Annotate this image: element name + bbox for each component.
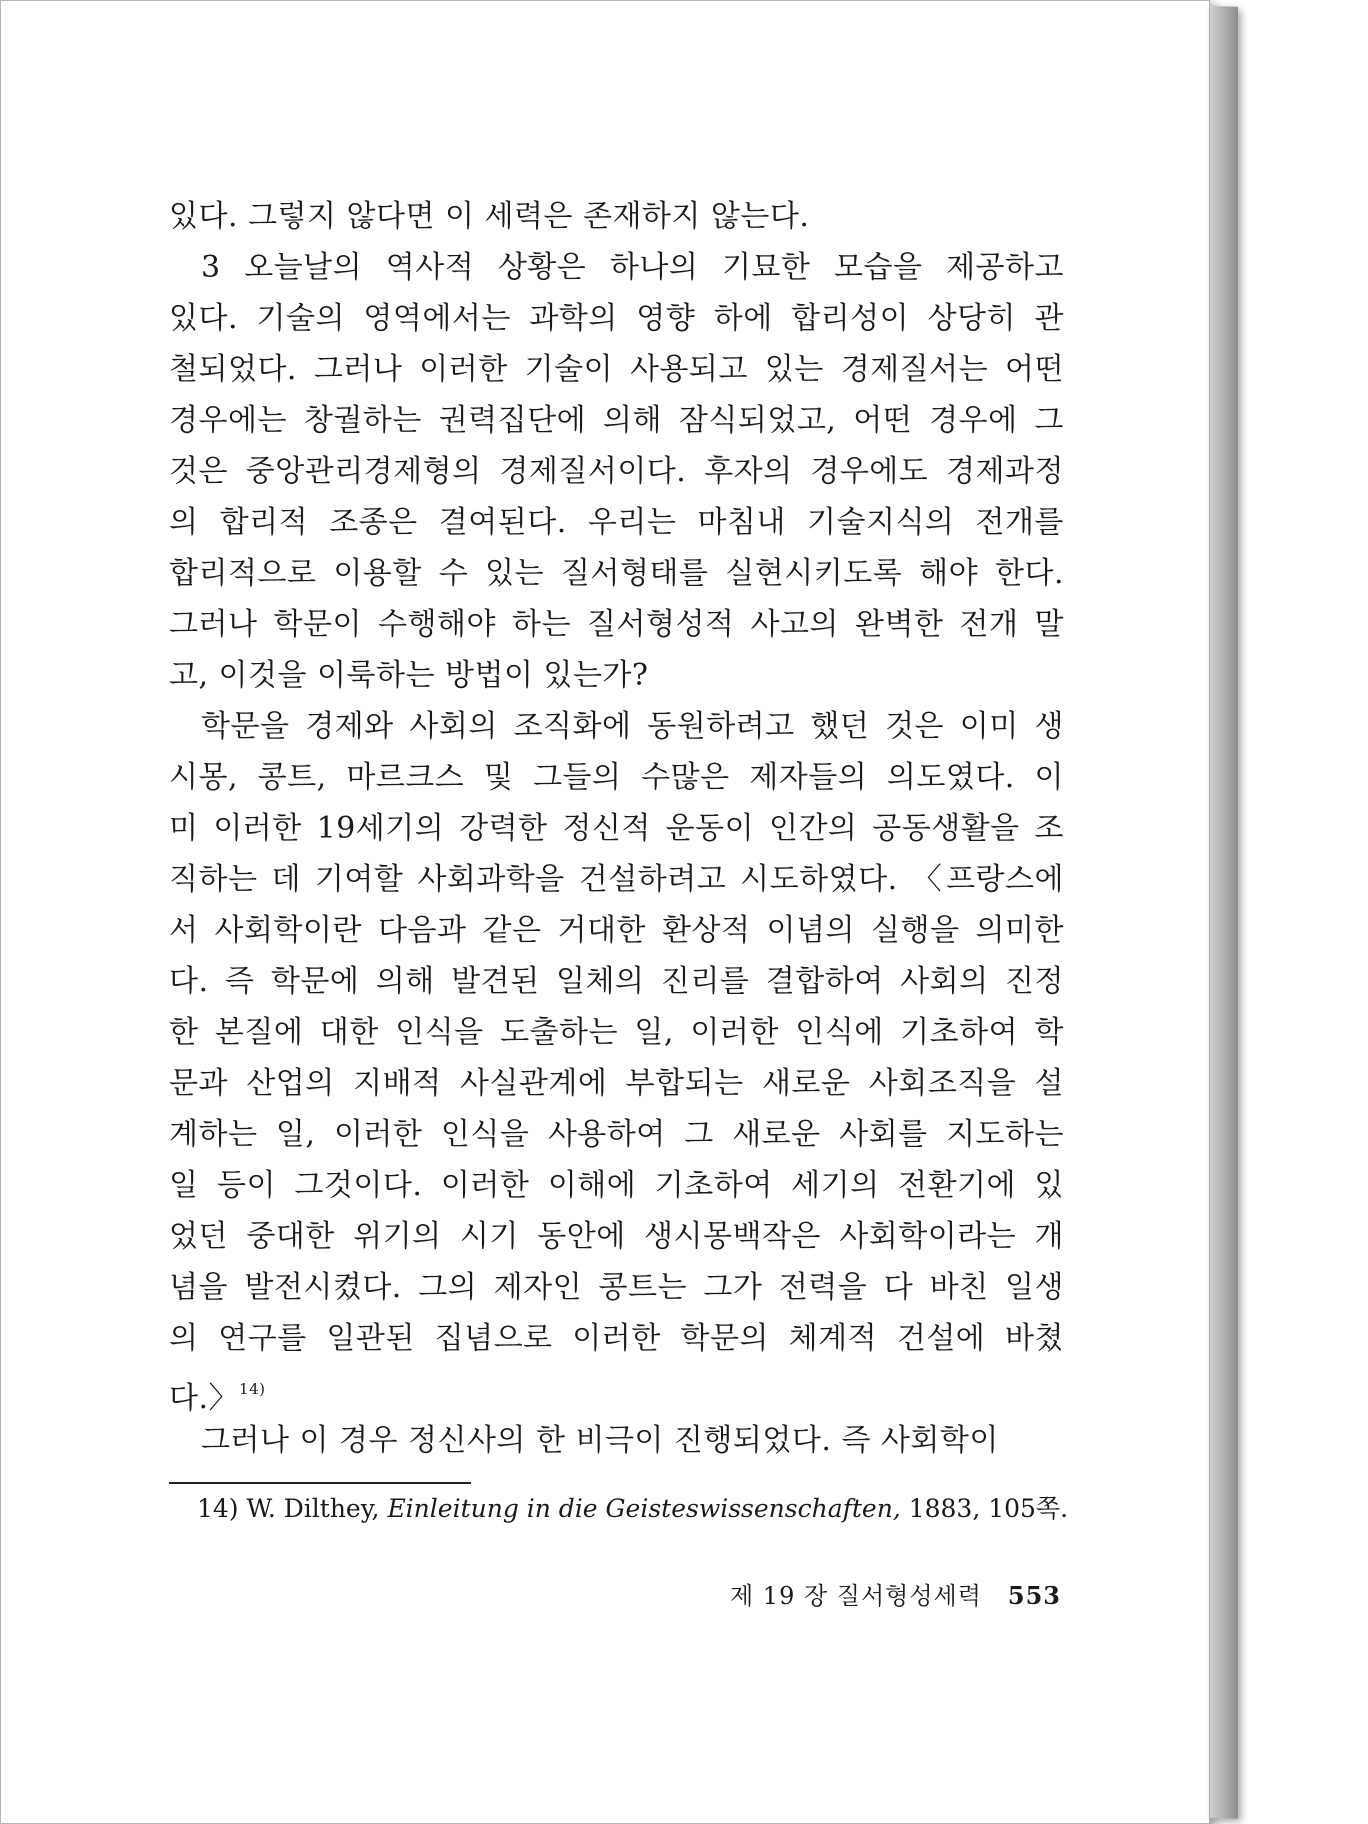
- footnote: [197, 1491, 1069, 1527]
- body-text: [169, 191, 1064, 1466]
- text-line: 미 이러한 19세기의 강력한 정신적 운동이 인간의 공동생활을 조: [169, 811, 1064, 846]
- text-line-fragment: 다.〉: [169, 1381, 240, 1415]
- footnote-title: Einleitung in die Geisteswissenschaften,: [387, 1494, 901, 1523]
- text-line: 일 등이 그것이다. 이러한 이해에 기초하여 세기의 전환기에 있: [169, 1168, 1064, 1203]
- running-footer: [721, 1579, 1061, 1613]
- footnote-detail: 1883, 105쪽.: [908, 1494, 1069, 1523]
- text-line: 것은 중앙관리경제형의 경제질서이다. 후자의 경우에도 경제과정: [169, 454, 1064, 489]
- text-line: 의 합리적 조종은 결여된다. 우리는 마침내 기술지식의 전개를: [169, 505, 1064, 540]
- footnote-divider: [169, 1482, 471, 1484]
- text-line: 시몽, 콩트, 마르크스 및 그들의 수많은 제자들의 의도였다. 이: [169, 760, 1064, 795]
- text-line: 있다. 기술의 영역에서는 과학의 영향 하에 합리성이 상당히 관: [169, 301, 1064, 336]
- chapter-title: 제 19 장 질서형성세력: [729, 1582, 982, 1610]
- text-line: 서 사회학이란 다음과 같은 거대한 환상적 이념의 실행을 의미한: [169, 913, 1064, 948]
- footnote-reference[interactable]: 14): [239, 1380, 266, 1398]
- page-number: 553: [1007, 1581, 1061, 1610]
- page-stack-edge: [1210, 6, 1238, 1819]
- text-line: 한 본질에 대한 인식을 도출하는 일, 이러한 인식에 기초하여 학: [169, 1015, 1064, 1050]
- text-line: 있다. 그렇지 않다면 이 세력은 존재하지 않는다.: [169, 199, 810, 234]
- footnote-number: 14): [197, 1494, 239, 1523]
- text-line: 그러나 이 경우 정신사의 한 비극이 진행되었다. 즉 사회학이: [201, 1423, 999, 1458]
- text-line: 의 연구를 일관된 집념으로 이러한 학문의 체계적 건설에 바쳤: [169, 1321, 1064, 1356]
- footnote-author: W. Dilthey,: [246, 1494, 380, 1523]
- text-line: 념을 발전시켰다. 그의 제자인 콩트는 그가 전력을 다 바친 일생: [169, 1270, 1064, 1305]
- text-line-with-footnote-ref: [169, 1364, 1064, 1415]
- text-line: 고, 이것을 이룩하는 방법이 있는가?: [169, 658, 649, 693]
- text-line: 합리적으로 이용할 수 있는 질서형태를 실현시키도록 해야 한다.: [169, 556, 1064, 591]
- text-line: 다. 즉 학문에 의해 발견된 일체의 진리를 결합하여 사회의 진정: [169, 964, 1064, 999]
- text-line: 경우에는 창궐하는 권력집단에 의해 잠식되었고, 어떤 경우에 그: [169, 403, 1064, 438]
- text-line: 학문을 경제와 사회의 조직화에 동원하려고 했던 것은 이미 생: [201, 709, 1064, 744]
- text-line: 철되었다. 그러나 이러한 기술이 사용되고 있는 경제질서는 어떤: [169, 352, 1064, 387]
- text-line: 계하는 일, 이러한 인식을 사용하여 그 새로운 사회를 지도하는: [169, 1117, 1064, 1152]
- text-line: 직하는 데 기여할 사회과학을 건설하려고 시도하였다. 〈프랑스에: [169, 862, 1064, 897]
- text-line: 그러나 학문이 수행해야 하는 질서형성적 사고의 완벽한 전개 말: [169, 607, 1064, 642]
- text-line: 3 오늘날의 역사적 상황은 하나의 기묘한 모습을 제공하고: [201, 250, 1064, 285]
- text-line: 었던 중대한 위기의 시기 동안에 생시몽백작은 사회학이라는 개: [169, 1219, 1064, 1254]
- text-line: 문과 산업의 지배적 사실관계에 부합되는 새로운 사회조직을 설: [169, 1066, 1064, 1101]
